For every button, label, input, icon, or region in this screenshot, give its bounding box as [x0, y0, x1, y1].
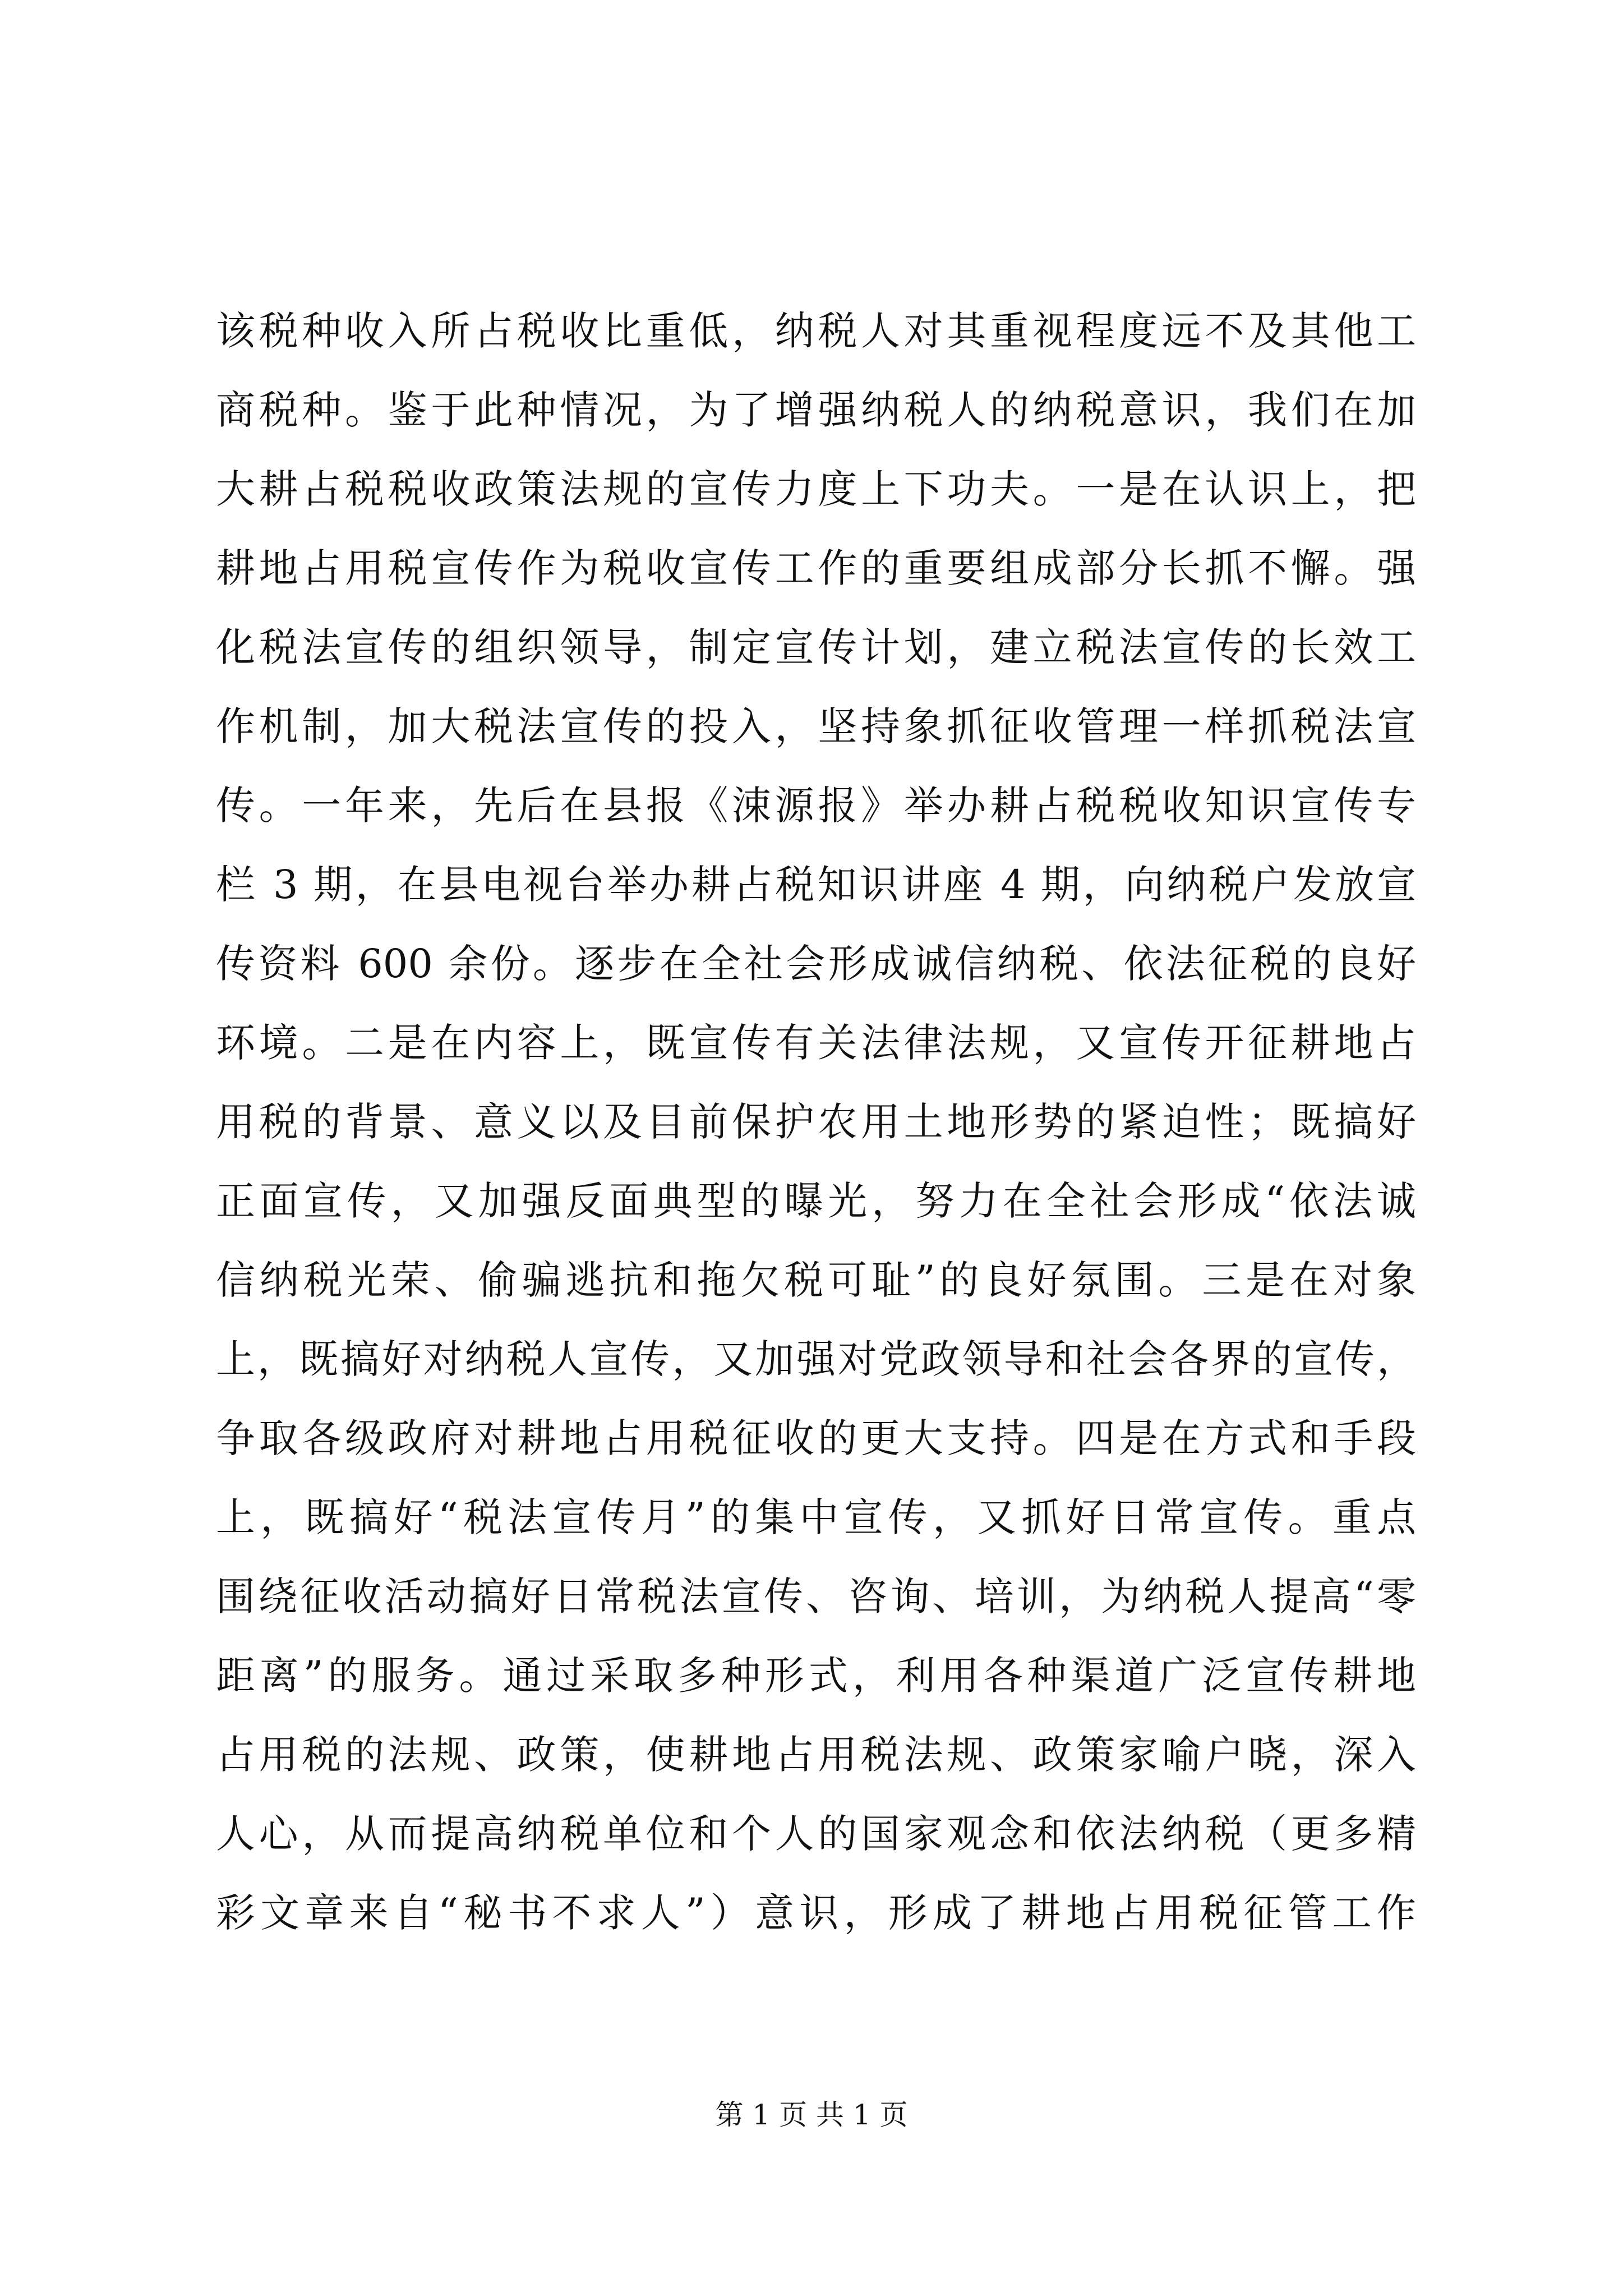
text-line: 传资料 600 余份。逐步在全社会形成诚信纳税、依法征税的良好 [216, 941, 1416, 987]
text-line: 大耕占税税收政策法规的宣传力度上下功夫。一是在认识上，把 [216, 466, 1416, 512]
text-line: 传。一年来，先后在县报《涑源报》举办耕占税税收知识宣传专 [216, 783, 1416, 829]
page-footer: 第 1 页 共 1 页 [715, 2099, 908, 2131]
text-line: 商税种。鉴于此种情况，为了增强纳税人的纳税意识，我们在加 [216, 387, 1416, 433]
text-line: 正面宣传，又加强反面典型的曝光，努力在全社会形成“依法诚 [216, 1178, 1416, 1224]
text-line: 彩文章来自“秘书不求人”）意识，形成了耕地占用税征管工作 [216, 1890, 1416, 1936]
text-line: 占用税的法规、政策，使耕地占用税法规、政策家喻户晓，深入 [216, 1732, 1416, 1778]
text-line: 该税种收入所占税收比重低，纳税人对其重视程度远不及其他工 [216, 308, 1416, 354]
text-line: 上，既搞好对纳税人宣传，又加强对党政领导和社会各界的宣传， [216, 1336, 1416, 1382]
text-line: 人心，从而提高纳税单位和个人的国家观念和依法纳税（更多精 [216, 1811, 1416, 1857]
text-line: 围绕征收活动搞好日常税法宣传、咨询、培训，为纳税人提高“零 [216, 1573, 1416, 1619]
text-line: 争取各级政府对耕地占用税征收的更大支持。四是在方式和手段 [216, 1415, 1416, 1461]
body-paragraph [216, 292, 1416, 1953]
text-line: 距离”的服务。通过采取多种形式，利用各种渠道广泛宣传耕地 [216, 1653, 1416, 1699]
text-line: 栏 3 期，在县电视台举办耕占税知识讲座 4 期，向纳税户发放宣 [216, 862, 1416, 908]
text-line: 信纳税光荣、偷骗逃抗和拖欠税可耻”的良好氛围。三是在对象 [216, 1257, 1416, 1303]
text-line: 环境。二是在内容上，既宣传有关法律法规，又宣传开征耕地占 [216, 1020, 1416, 1066]
text-line: 用税的背景、意义以及目前保护农用土地形势的紧迫性；既搞好 [216, 1099, 1416, 1145]
text-line: 化税法宣传的组织领导，制定宣传计划，建立税法宣传的长效工 [216, 624, 1416, 670]
text-line: 上，既搞好“税法宣传月”的集中宣传，又抓好日常宣传。重点 [216, 1494, 1416, 1540]
text-line: 作机制，加大税法宣传的投入，坚持象抓征收管理一样抓税法宣 [216, 703, 1416, 749]
text-line: 耕地占用税宣传作为税收宣传工作的重要组成部分长抓不懈。强 [216, 545, 1416, 591]
